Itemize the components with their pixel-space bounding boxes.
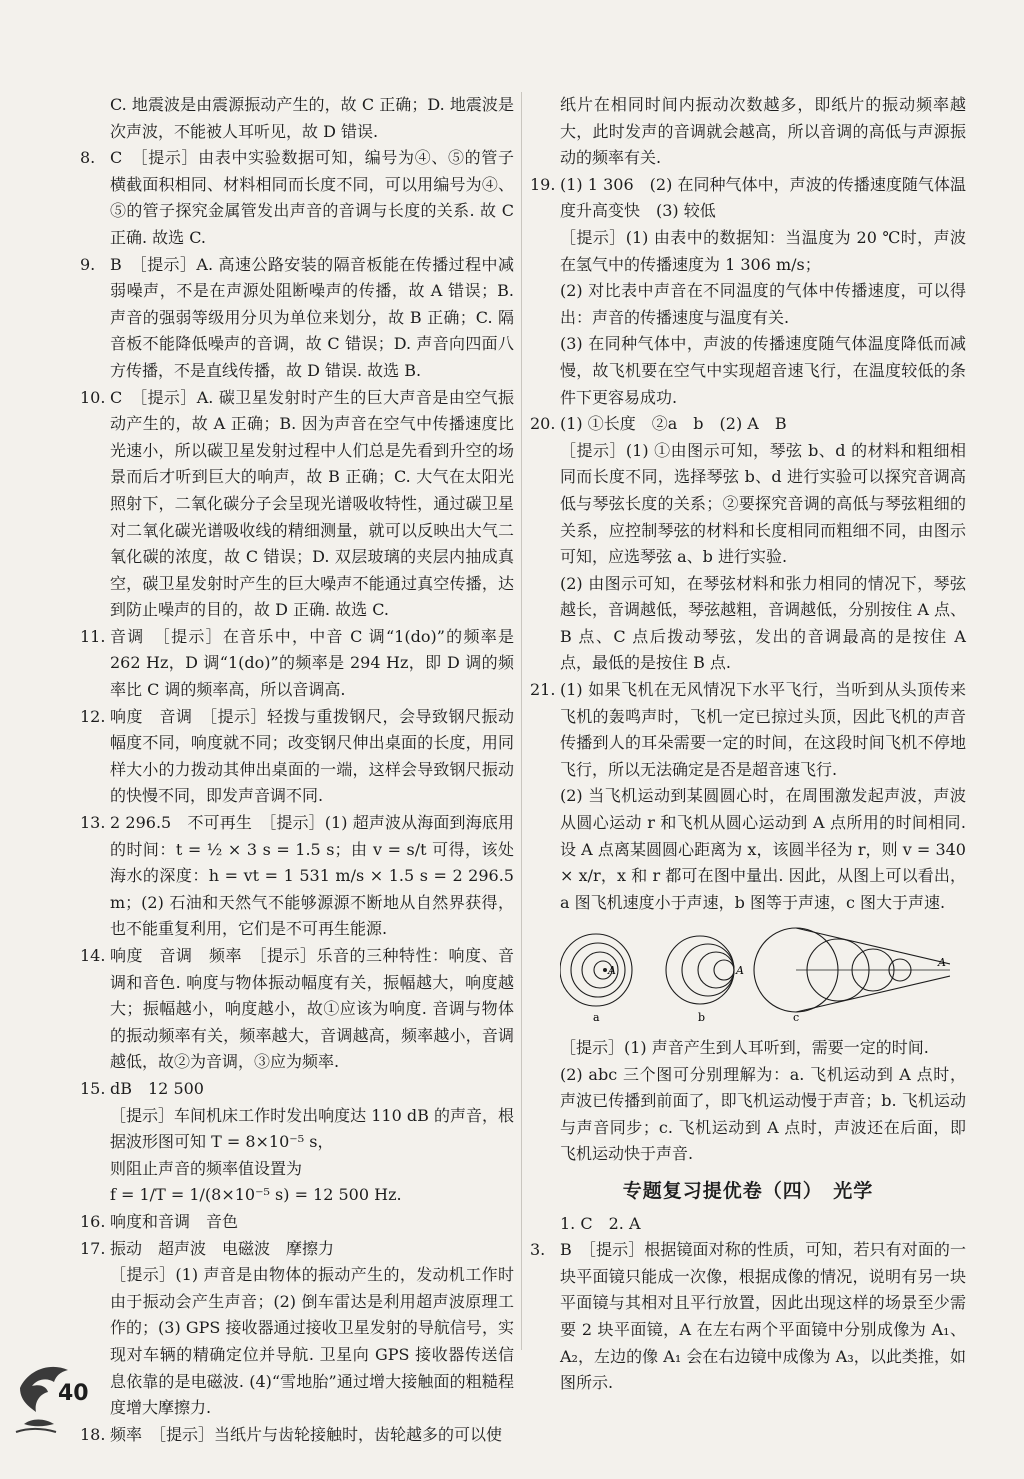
item-body: [560, 92, 966, 172]
item-number: [530, 438, 560, 677]
item-body: [560, 225, 966, 411]
fig-a-point-label: A: [608, 964, 616, 978]
item-line: B ［提示］A. 高速公路安装的隔音板能在传播过程中减弱噪声，不是在声源处阻断噪声的传播，故 A 错误；B. 声音的强弱等级用分贝为单位来划分，故 B 正确；C. 隔音板不能降低噪声的音调，故 C 错误；D. 声音向四面八方传播，不是直线传播，故 D 错误. 故选 B.: [110, 254, 514, 380]
item-line: 响度 音调 频率 ［提示］乐音的三种特性：响度、音调和音色. 响度与物体振动幅度有关，振幅越大，响度越大；振幅越小，响度越小，故①应该为响度. 音调与物体的振动频率有关，频率越大，音调越高，频率越小，音调越低，故②为音调，③应为频率.: [110, 946, 514, 1072]
answer-item: [80, 810, 514, 943]
item-number: 16.: [80, 1211, 106, 1231]
answer-item: [80, 704, 514, 810]
fig-b-circle-1: [666, 936, 734, 1004]
fig-a-caption: a: [593, 1011, 600, 1023]
item-body: [110, 943, 514, 1076]
answer-item: [530, 225, 966, 411]
answer-item: [530, 677, 966, 916]
answer-item: [80, 92, 514, 145]
item-number: 9.: [80, 254, 96, 274]
item-body: [110, 252, 514, 385]
item-line: (1) ①长度 ②a b (2) A B: [560, 414, 787, 434]
fig-c-point-label: A: [938, 956, 946, 970]
item-number: 14.: [80, 946, 106, 965]
answer-item: [80, 252, 514, 385]
item-body: [560, 1035, 966, 1168]
item-line: ［提示］(1) 声音产生到人耳听到，需要一定的时间.: [560, 1038, 929, 1057]
item-line: 则阻止声音的频率值设置为: [110, 1158, 303, 1178]
item-line: (2) 由图示可知，在琴弦材料和张力相同的情况下，琴弦越长，音调越低，琴弦越粗，音调越低，分别按住 A 点、B 点、C 点后拨动琴弦，发出的音调最高的是按住 A 点，最低的是按住 B 点.: [560, 573, 966, 673]
item-number: 3.: [530, 1240, 546, 1260]
answer-item: [80, 1076, 514, 1103]
answer-item: [80, 1103, 514, 1209]
item-body: [110, 1262, 514, 1422]
item-body: [110, 145, 514, 251]
item-body: [110, 1076, 514, 1103]
item-body: [110, 1422, 514, 1449]
item-line: B ［提示］根据镜面对称的性质，可知，若只有对面的一块平面镜只能成一次像，根据成像的情况，说明有另一块平面镜与其相对且平行放置，因此出现这样的场景至少需要 2 块平面镜，A 在左右两个平面镜中分别成像为 A₁、A₂，左边的像 A₁ 会在右边镜中成像为 A₃，以此类推，如图所示.: [560, 1240, 966, 1393]
item-line: (1) 1 306 (2) 在同种气体中，声波的传播速度随气体温度升高变快 (3) 较低: [560, 174, 966, 221]
fig-a-source: [603, 968, 607, 972]
answer-item: [530, 172, 966, 225]
answer-item: [80, 1262, 514, 1422]
fig-b-circle-2: [682, 944, 734, 996]
item-line: 振动 超声波 电磁波 摩擦力: [110, 1238, 335, 1258]
item-line: f = 1/T = 1/(8×10⁻⁵ s) = 12 500 Hz.: [110, 1185, 402, 1205]
item-line: (2) abc 三个图可分别理解为：a. 飞机运动到 A 点时，声波已传播到前面了，即飞机运动慢于声音；b. 飞机运动与声音同步；c. 飞机运动到 A 点时，声波还在后面，即飞机运动快于声音.: [560, 1064, 966, 1164]
right-items-after-figure: [530, 1035, 966, 1168]
item-number: 15.: [80, 1078, 106, 1098]
section-title: 专题复习提优卷（四） 光学: [622, 1179, 874, 1202]
item-number: 21.: [530, 680, 556, 700]
item-body: [110, 704, 514, 810]
item-line: (1) 如果飞机在无风情况下水平飞行，当听到从头顶传来飞机的轰鸣声时，飞机一定已掠过头顶，因此飞机的声音传播到人的耳朵需要一定的时间，在这段时间飞机不停地飞行，所以无法确定是否是超音速飞行.: [560, 680, 966, 779]
item-line: C ［提示］由表中实验数据可知，编号为④、⑤的管子横截面积相同、材料相同而长度不同，可以用编号为④、⑤的管子探究金属管发出声音的音调与长度的关系. 故 C 正确. 故选 C.: [110, 148, 514, 247]
item-number: 13.: [80, 813, 106, 833]
item-line: C ［提示］A. 碳卫星发射时产生的巨大声音是由空气振动产生的，故 A 正确；B. 因为声音在空气中传播速度比光速小，所以碳卫星发射过程中人们总是先看到升空的场景而后才听到巨大的响声，故 B 正确；C. 大气在太阳光照射下，二氧化碳分子会呈现光谱吸收特性，通过碳卫星对二氧化碳光谱吸收线的精细测量，就可以反映出大气二氧化碳的浓度，故 C 错误；D. 双层玻璃的夹层内抽成真空，碳卫星发射时产生的巨大噪声不能通过真空传播，达到防止噪声的目的，故 D 正确. 故选 C.: [110, 387, 514, 620]
item-number: [530, 225, 560, 411]
item-number: [530, 92, 560, 172]
item-line: ［提示］(1) 声音是由物体的振动产生的，发动机工作时由于振动会产生声音；(2) 倒车雷达是利用超声波原理工作的；(3) GPS 接收器通过接收卫星发射的导航信号，实现对车辆的精确定位并导航. 卫星向 GPS 接收器传送信息依靠的是电磁波. (4)“雪地胎”通过增大接触面的粗糙程度增大摩擦力.: [110, 1265, 514, 1418]
item-number: 11.: [80, 626, 106, 646]
item-number: 18.: [80, 1424, 106, 1444]
item-number: [530, 1035, 560, 1168]
item-line: ［提示］(1) ①由图示可知，琴弦 b、d 的材料和粗细相同而长度不同，选择琴弦 b、d 进行实验可以探究音调高低与琴弦长度的关系；②要探究音调的高低与琴弦粗细的关系，应控制琴弦的材料和长度相同而粗细不同，由图示可知，应选琴弦 a、b 进行实验.: [560, 440, 966, 567]
item-body: [560, 1211, 966, 1238]
item-line: 1. C 2. A: [560, 1213, 641, 1233]
sound-wave-diagram: [560, 922, 950, 1022]
item-line: C. 地震波是由震源振动产生的，故 C 正确；D. 地震波是次声波，不能被人耳听见，故 D 错误.: [110, 95, 514, 141]
item-number: [80, 92, 110, 145]
right-column: [530, 92, 966, 1397]
item-number: 10.: [80, 387, 106, 407]
item-body: [110, 1236, 514, 1263]
answer-item: [80, 1422, 514, 1449]
sound-wave-figure: [560, 922, 966, 1031]
section-items: [530, 1211, 966, 1397]
item-number: 20.: [530, 414, 556, 434]
item-line: (2) 当飞机运动到某圆圆心时，在周围激发起声波，声波从圆心运动 r 和飞机从圆心运动到 A 点所用的时间相同. 设 A 点离某圆圆心距离为 x，该圆半径为 r，则 v = 340 × x/r，x 和 r 都可在图中量出. 因此，从图上可以看出，a 图飞机速度小于声速，b 图等于声速，c 图大于声速.: [560, 786, 966, 912]
answer-item: [80, 145, 514, 251]
item-line: ［提示］(1) 由表中的数据知：当温度为 20 ℃时，声波在氢气中的传播速度为 1 306 m/s；: [560, 227, 966, 274]
answer-item: [80, 943, 514, 1076]
item-line: 响度 音调 ［提示］轻拨与重拨钢尺，会导致钢尺振动幅度不同，响度就不同；改变钢尺伸出桌面的长度，用同样大小的力拨动其伸出桌面的一端，这样会导致钢尺振动的快慢不同，即发声音调不同.: [110, 706, 514, 806]
item-number: [530, 1211, 560, 1238]
page-number: 40: [58, 1381, 89, 1406]
item-body: [110, 810, 514, 943]
answer-item: [530, 1035, 966, 1168]
fig-b-circle-4: [714, 960, 734, 980]
item-body: [110, 624, 514, 704]
item-line: 频率 ［提示］当纸片与齿轮接触时，齿轮越多的可以使: [110, 1424, 503, 1444]
right-items: [530, 92, 966, 916]
answer-item: [80, 1236, 514, 1263]
item-line: (2) 对比表中声音在不同温度的气体中传播速度，可以得出：声音的传播速度与温度有关.: [560, 281, 966, 327]
item-body: [110, 1209, 514, 1236]
fig-c-caption: c: [793, 1011, 800, 1023]
answer-item: [530, 1211, 966, 1238]
item-number: 19.: [530, 174, 556, 194]
item-number: 12.: [80, 706, 106, 726]
item-number: [80, 1103, 110, 1209]
left-column: [80, 92, 514, 1448]
item-line: 响度和音调 音色: [110, 1211, 239, 1231]
answer-item: [530, 411, 966, 438]
column-divider: [521, 92, 522, 1350]
item-body: [560, 677, 966, 916]
answer-item: [530, 92, 966, 172]
item-line: dB 12 500: [110, 1078, 204, 1098]
item-number: 17.: [80, 1238, 106, 1258]
item-body: [110, 92, 514, 145]
answer-item: [530, 438, 966, 677]
item-body: [110, 1103, 514, 1209]
item-body: [560, 438, 966, 677]
fig-a-circle-2: [571, 943, 625, 997]
item-body: [560, 172, 966, 225]
answer-item: [80, 624, 514, 704]
fig-b-point-label: A: [736, 964, 744, 978]
item-line: 音调 ［提示］在音乐中，中音 C 调“1(do)”的频率是 262 Hz，D 调“1(do)”的频率是 294 Hz，即 D 调的频率比 C 调的频率高，所以音调高.: [110, 626, 514, 700]
answer-item: [530, 1237, 966, 1397]
item-line: 纸片在相同时间内振动次数越多，即纸片的振动频率越大，此时发声的音调就会越高，所以音调的高低与声源振动的频率有关.: [560, 95, 966, 168]
item-body: [560, 411, 966, 438]
answer-item: [80, 1209, 514, 1236]
fig-b-circle-3: [698, 952, 734, 988]
answer-item: [80, 385, 514, 624]
fig-b-caption: b: [698, 1011, 706, 1023]
item-body: [560, 1237, 966, 1397]
item-line: ［提示］车间机床工作时发出响度达 110 dB 的声音，根据波形图可知 T = 8×10⁻⁵ s，: [110, 1105, 514, 1152]
item-number: 8.: [80, 148, 96, 168]
item-line: 2 296.5 不可再生 ［提示］(1) 超声波从海面到海底用的时间：t = ½ × 3 s = 1.5 s；由 v = s/t 可得，该处海水的深度：h = vt = 1 531 m/s × 1.5 s = 2 296.5 m；(2) 石油和天然气不能够源源不断地从自然界获得，也不能重复利用，它们是不可再生能源.: [110, 813, 514, 939]
item-body: [110, 385, 514, 624]
item-line: (3) 在同种气体中，声波的传播速度随气体温度降低而减慢，故飞机要在空气中实现超音速飞行，在温度较低的条件下更容易成功.: [560, 334, 966, 407]
